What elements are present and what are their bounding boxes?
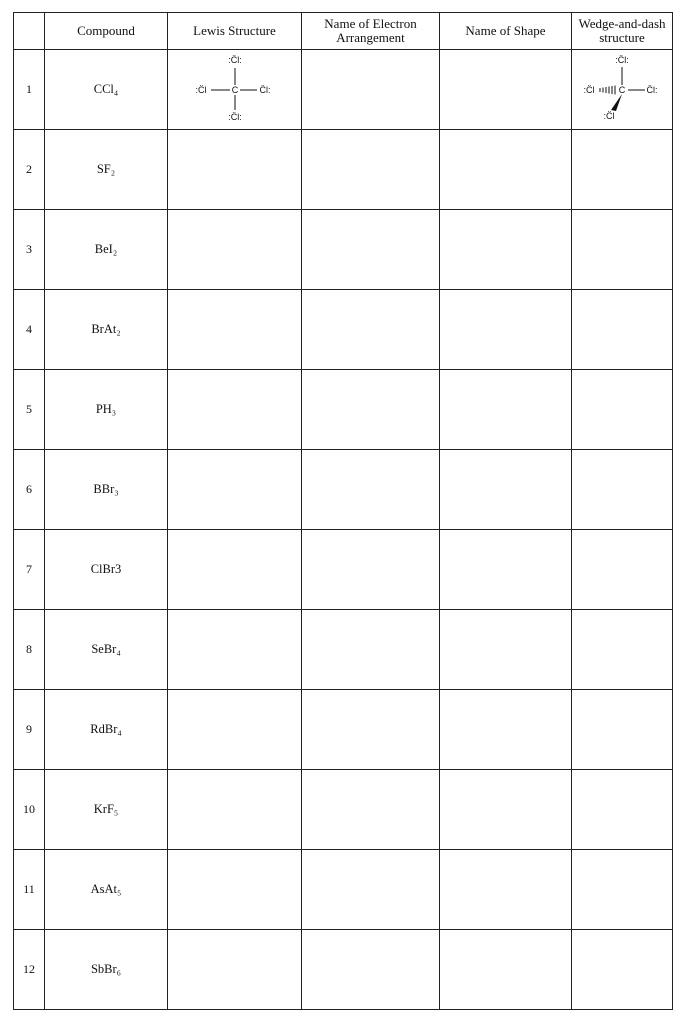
- shape-cell[interactable]: [440, 770, 572, 850]
- electron-arrangement-cell[interactable]: [302, 930, 440, 1010]
- electron-arrangement-cell[interactable]: [302, 610, 440, 690]
- lewis-structure-cell[interactable]: [168, 450, 302, 530]
- table-row: [14, 210, 673, 290]
- table-row: [14, 530, 673, 610]
- lewis-structure-cell[interactable]: [168, 50, 302, 130]
- electron-arrangement-cell[interactable]: [302, 290, 440, 370]
- electron-arrangement-cell[interactable]: [302, 690, 440, 770]
- lewis-structure-cell[interactable]: [168, 770, 302, 850]
- wedge-dash-cell[interactable]: [572, 690, 673, 770]
- lewis-structure-cell[interactable]: [168, 130, 302, 210]
- ccl4-lewis-structure: [185, 53, 285, 127]
- electron-arrangement-cell[interactable]: [302, 530, 440, 610]
- header-electron-arrangement: Name of Electron Arrangement: [302, 13, 440, 50]
- electron-arrangement-cell[interactable]: [302, 50, 440, 130]
- lewis-structure-cell[interactable]: [168, 530, 302, 610]
- atom-cl-left: :C̈l: [583, 84, 595, 95]
- header-lewis-structure: Lewis Structure: [168, 13, 302, 50]
- atom-cl-top: :C̈l:: [615, 54, 629, 65]
- atom-cl-left: :C̈l: [195, 84, 206, 95]
- shape-cell[interactable]: [440, 130, 572, 210]
- table-row: [14, 450, 673, 530]
- shape-cell[interactable]: [440, 50, 572, 130]
- table-row: [14, 290, 673, 370]
- atom-cl-right: C̈l:: [646, 84, 658, 95]
- lewis-structure-cell[interactable]: [168, 930, 302, 1010]
- table-row: [14, 690, 673, 770]
- wedge-dash-cell[interactable]: [572, 290, 673, 370]
- atom-cl-top: :C̈l:: [227, 54, 242, 65]
- row-number: 6: [14, 450, 45, 530]
- shape-cell[interactable]: [440, 610, 572, 690]
- wedge-dash-cell[interactable]: [572, 130, 673, 210]
- row-number: 3: [14, 210, 45, 290]
- table-row: [14, 930, 673, 1010]
- lewis-structure-cell[interactable]: [168, 210, 302, 290]
- table-row: [14, 370, 673, 450]
- compound-cell: BrAt₂: [45, 290, 168, 370]
- row-number: 4: [14, 290, 45, 370]
- ccl4-wedge-dash-structure: [574, 53, 670, 127]
- dash-bond-left: [600, 85, 615, 94]
- wedge-bond-bottom: [611, 94, 622, 111]
- electron-arrangement-cell[interactable]: [302, 210, 440, 290]
- lewis-structure-cell[interactable]: [168, 850, 302, 930]
- atom-cl-bottom: :C̈l: [603, 110, 615, 121]
- table-row: [14, 610, 673, 690]
- lewis-structure-cell[interactable]: [168, 690, 302, 770]
- atom-c-center: C: [231, 84, 238, 95]
- atom-cl-bottom: :C̈l:: [227, 111, 242, 122]
- wedge-dash-cell[interactable]: [572, 370, 673, 450]
- header-number: [14, 13, 45, 50]
- row-number: 8: [14, 610, 45, 690]
- compound-cell: SeBr₄: [45, 610, 168, 690]
- compound-cell: KrF₅: [45, 770, 168, 850]
- shape-cell[interactable]: [440, 290, 572, 370]
- header-wedge-dash: Wedge-and-dash structure: [572, 13, 673, 50]
- atom-cl-right: C̈l:: [259, 84, 270, 95]
- table-row: [14, 850, 673, 930]
- compound-cell: BeI₂: [45, 210, 168, 290]
- compound-cell: ClBr3: [45, 530, 168, 610]
- row-number: 11: [14, 850, 45, 930]
- row-number: 10: [14, 770, 45, 850]
- lewis-structure-cell[interactable]: [168, 370, 302, 450]
- electron-arrangement-cell[interactable]: [302, 850, 440, 930]
- row-number: 2: [14, 130, 45, 210]
- shape-cell[interactable]: [440, 530, 572, 610]
- shape-cell[interactable]: [440, 930, 572, 1010]
- row-number: 1: [14, 50, 45, 130]
- lewis-structure-cell[interactable]: [168, 610, 302, 690]
- row-number: 7: [14, 530, 45, 610]
- compound-cell: RdBr₄: [45, 690, 168, 770]
- worksheet-table: [13, 12, 673, 1010]
- electron-arrangement-cell[interactable]: [302, 370, 440, 450]
- table-row: [14, 50, 673, 130]
- wedge-dash-cell[interactable]: [572, 450, 673, 530]
- wedge-dash-cell[interactable]: [572, 610, 673, 690]
- compound-cell: AsAt₅: [45, 850, 168, 930]
- header-compound: Compound: [45, 13, 168, 50]
- compound-cell: BBr₃: [45, 450, 168, 530]
- atom-c-center: C: [618, 84, 626, 95]
- electron-arrangement-cell[interactable]: [302, 770, 440, 850]
- compound-cell: SbBr₆: [45, 930, 168, 1010]
- compound-cell: SF₂: [45, 130, 168, 210]
- shape-cell[interactable]: [440, 370, 572, 450]
- lewis-structure-cell[interactable]: [168, 290, 302, 370]
- wedge-dash-cell[interactable]: [572, 770, 673, 850]
- shape-cell[interactable]: [440, 690, 572, 770]
- shape-cell[interactable]: [440, 450, 572, 530]
- table-row: [14, 770, 673, 850]
- wedge-dash-cell[interactable]: [572, 210, 673, 290]
- shape-cell[interactable]: [440, 850, 572, 930]
- compound-cell: PH₃: [45, 370, 168, 450]
- electron-arrangement-cell[interactable]: [302, 450, 440, 530]
- header-row: [14, 13, 673, 50]
- wedge-dash-cell[interactable]: [572, 930, 673, 1010]
- shape-cell[interactable]: [440, 210, 572, 290]
- row-number: 9: [14, 690, 45, 770]
- table-row: [14, 130, 673, 210]
- wedge-dash-cell[interactable]: [572, 530, 673, 610]
- header-shape: Name of Shape: [440, 13, 572, 50]
- wedge-dash-cell[interactable]: [572, 50, 673, 130]
- electron-arrangement-cell[interactable]: [302, 130, 440, 210]
- row-number: 5: [14, 370, 45, 450]
- wedge-dash-cell[interactable]: [572, 850, 673, 930]
- row-number: 12: [14, 930, 45, 1010]
- compound-cell: CCl₄: [45, 50, 168, 130]
